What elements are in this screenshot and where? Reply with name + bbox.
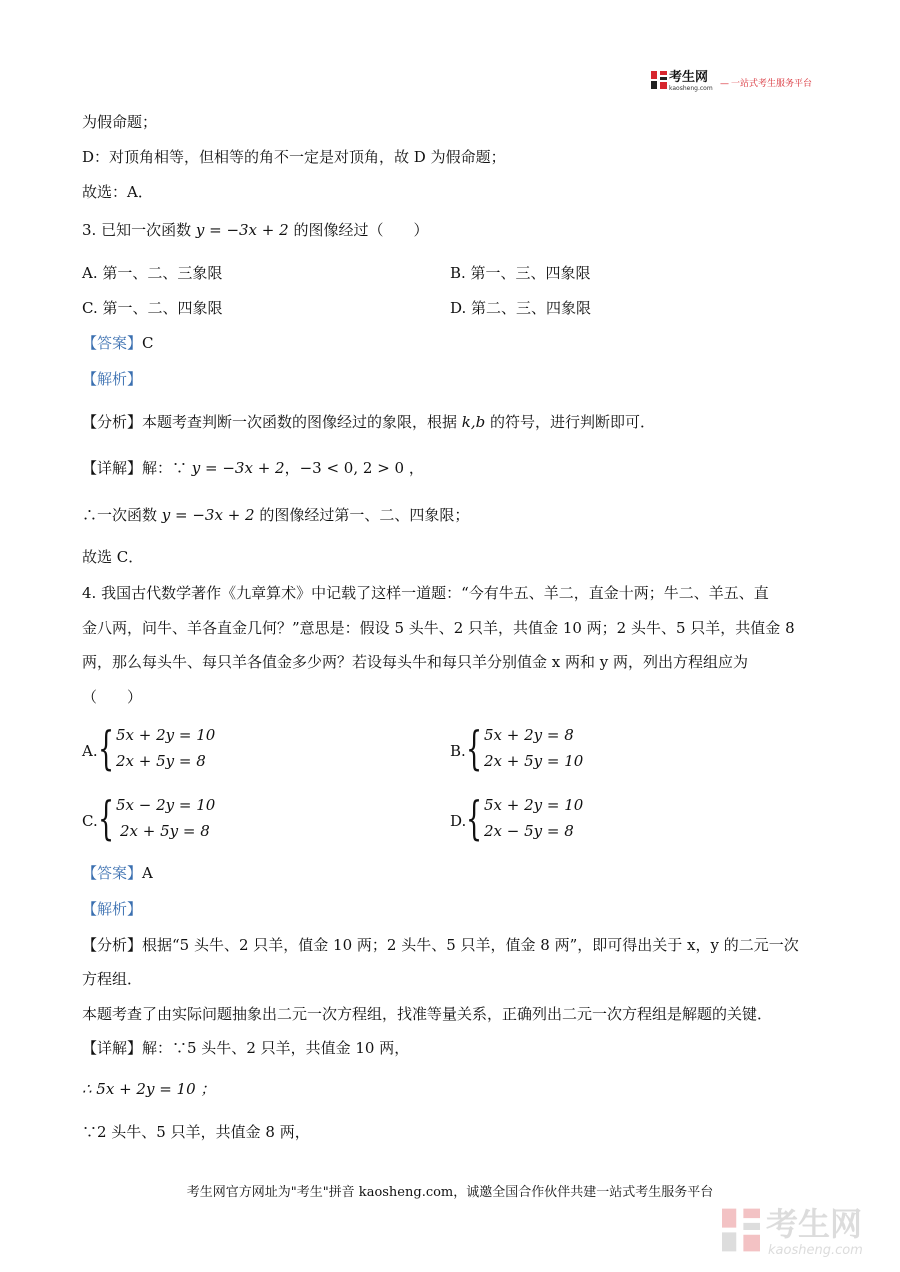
analysis-tag: 【解析】 xyxy=(82,900,143,918)
brace-icon: { xyxy=(98,791,115,845)
analysis-text: 本题考查了由实际问题抽象出二元一次方程组，找准等量关系，正确列出二元一次方程组是解题的关键． xyxy=(82,1005,773,1023)
option-c: C. 第一、二、四象限 xyxy=(82,299,223,317)
conclusion-text: ∴一次函数 y = −3x + 2 的图像经过第一、二、四象限； xyxy=(82,506,470,524)
text-line: 故选 C． xyxy=(82,548,144,566)
text-line: 为假命题； xyxy=(82,113,158,131)
option-a-system: 5x + 2y = 10 2x + 5y = 8 xyxy=(116,726,216,770)
brace-icon: { xyxy=(98,721,115,775)
brand-slogan: — 一站式考生服务平台 xyxy=(720,79,813,89)
analysis-text: 方程组． xyxy=(82,970,143,988)
option-c-label: C. xyxy=(82,812,98,830)
watermark xyxy=(722,1206,887,1262)
detail-text: 【详解】解：∵5 头牛、2 只羊，共值金 10 两， xyxy=(82,1039,410,1057)
answer-line: 【答案】C xyxy=(82,334,154,352)
question-4-stem: 两，那么每头牛、每只羊各值金多少两？若设每头牛和每只羊分别值金 x 两和 y 两，列出方程组应为 xyxy=(82,653,749,671)
kaosheng-logo-icon xyxy=(651,71,667,89)
option-b-label: B. xyxy=(450,742,466,760)
answer-line: 【答案】A xyxy=(82,864,153,882)
answer-tag: 【答案】 xyxy=(82,334,143,352)
analysis-text: 【分析】本题考查判断一次函数的图像经过的象限，根据 k,b 的符号，进行判断即可． xyxy=(82,413,656,431)
footer-text: 考生网官方网址为"考生"拼音 kaosheng.com，诚邀全国合作伙伴共建一站式考生服务平台 xyxy=(186,1185,714,1200)
conclusion-text: ∴ 5x + 2y = 10 ； xyxy=(82,1080,216,1098)
option-c-system: 5x − 2y = 10 2x + 5y = 8 xyxy=(116,796,216,840)
brace-icon: { xyxy=(466,791,483,845)
watermark-name: 考生网 xyxy=(766,1205,863,1243)
analysis-text: 【分析】根据“5 头牛、2 只羊，值金 10 两；2 头牛、5 只羊，值金 8 两”，即可得出关于 x，y 的二元一次 xyxy=(82,936,799,954)
text-line: 故选：A． xyxy=(82,183,153,201)
option-d-label: D. xyxy=(450,812,467,830)
question-4-stem: 金八两，问牛、羊各直金几何？”意思是：假设 5 头牛、2 只羊，共值金 10 两；2 头牛、5 只羊，共值金 8 xyxy=(82,619,795,637)
kaosheng-watermark-icon xyxy=(722,1208,760,1252)
text-line: ∵2 头牛、5 只羊，共值金 8 两， xyxy=(82,1123,310,1141)
option-d: D. 第二、三、四象限 xyxy=(450,299,592,317)
question-4-stem: （ ） xyxy=(82,688,143,706)
question-3-stem: 3. 已知一次函数 y = −3x + 2 的图像经过（ ） xyxy=(82,221,429,239)
option-d-system: 5x + 2y = 10 2x − 5y = 8 xyxy=(484,796,584,840)
question-4-stem: 4. 我国古代数学著作《九章算术》中记载了这样一道题：“今有牛五、羊二，直金十两；牛二、羊五、直 xyxy=(82,584,769,602)
answer-tag: 【答案】 xyxy=(82,864,143,882)
option-b: B. 第一、三、四象限 xyxy=(450,264,591,282)
analysis-tag: 【解析】 xyxy=(82,370,143,388)
text-line: D：对顶角相等，但相等的角不一定是对顶角，故 D 为假命题； xyxy=(82,148,506,166)
option-a-label: A. xyxy=(82,742,98,760)
option-a: A. 第一、二、三象限 xyxy=(82,264,223,282)
option-b-system: 5x + 2y = 8 2x + 5y = 10 xyxy=(484,726,584,770)
watermark-domain: kaosheng.com xyxy=(768,1243,863,1258)
brand-domain: kaosheng.com xyxy=(669,85,713,92)
brand-name: 考生网 xyxy=(669,70,709,85)
detail-text: 【详解】解：∵ y = −3x + 2，−3 < 0, 2 > 0 ， xyxy=(82,459,424,477)
brace-icon: { xyxy=(466,721,483,775)
